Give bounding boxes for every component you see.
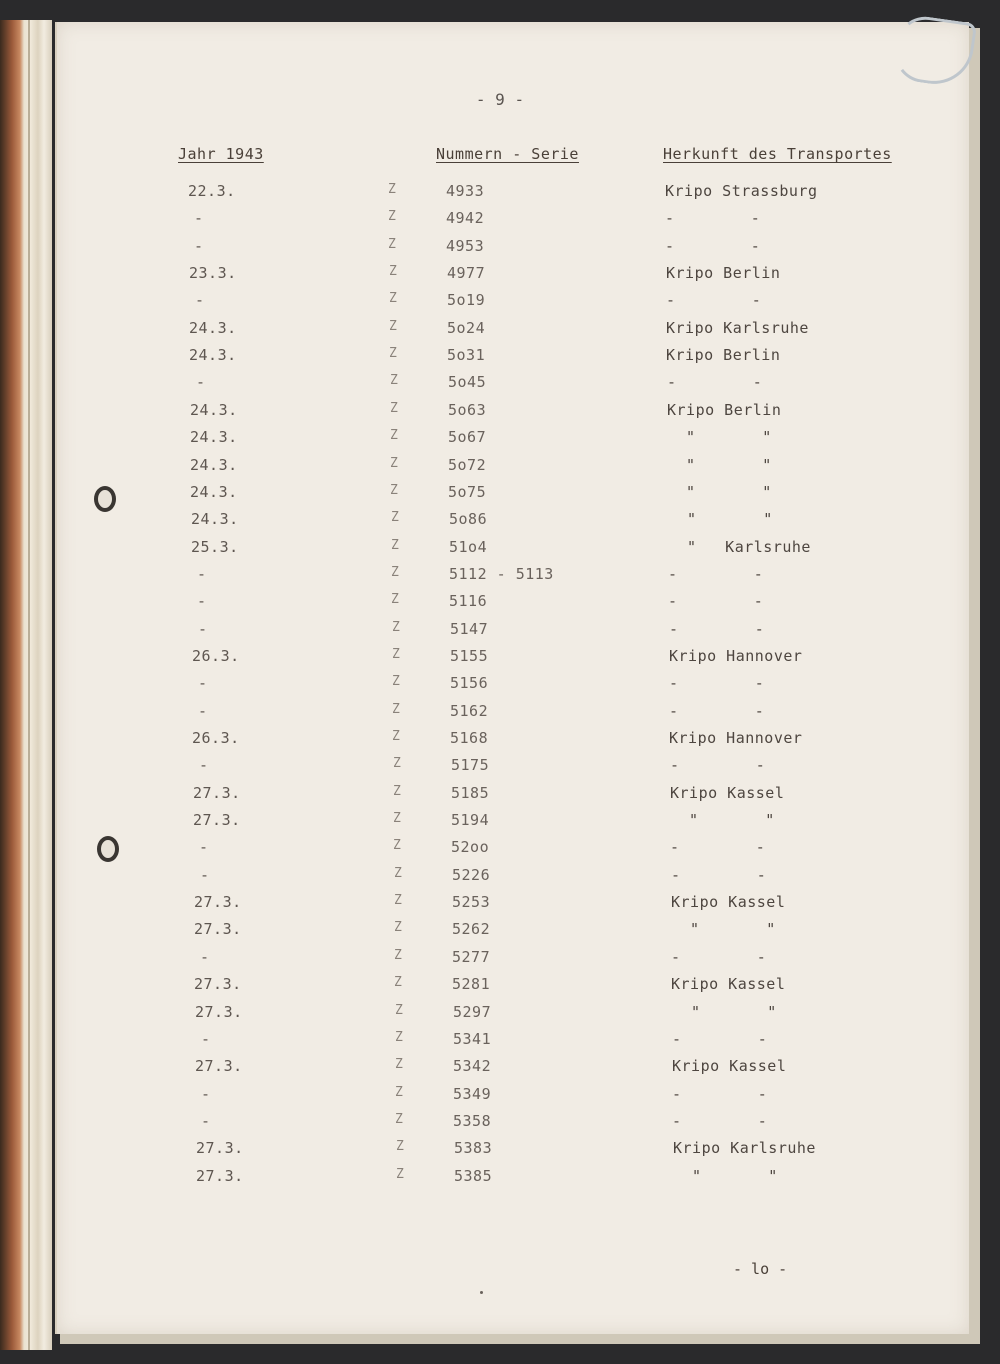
row-number: 5116 <box>449 592 488 610</box>
row-origin: Kripo Hannover <box>669 647 803 665</box>
row-date: - <box>197 565 207 583</box>
table-row <box>0 456 1000 483</box>
row-number: 4942 <box>446 209 485 227</box>
row-number: 5281 <box>452 975 491 993</box>
row-origin: Kripo Kassel <box>671 975 786 993</box>
row-origin: - - <box>666 291 762 309</box>
row-origin: Kripo Karlsruhe <box>666 319 809 337</box>
row-origin: - - <box>670 756 766 774</box>
row-number: 5o45 <box>448 373 487 391</box>
row-date: 24.3. <box>191 510 239 528</box>
row-date: 27.3. <box>194 920 242 938</box>
row-date: 23.3. <box>189 264 237 282</box>
row-number: 5342 <box>453 1057 492 1075</box>
row-series-letter: Z <box>393 756 402 771</box>
row-date: 25.3. <box>191 538 239 556</box>
row-date: 22.3. <box>188 182 236 200</box>
row-number: 5o24 <box>447 319 486 337</box>
row-series-letter: Z <box>395 1085 404 1100</box>
row-origin: " " <box>667 483 772 501</box>
row-number: 5o31 <box>447 346 486 364</box>
table-row <box>0 1139 1000 1166</box>
row-series-letter: Z <box>390 401 399 416</box>
table-row <box>0 811 1000 838</box>
row-number: 5o67 <box>448 428 487 446</box>
row-number: 5253 <box>452 893 491 911</box>
row-series-letter: Z <box>391 510 400 525</box>
row-date: - <box>201 1112 211 1130</box>
row-date: - <box>199 756 209 774</box>
row-date: 24.3. <box>189 319 237 337</box>
row-date: 24.3. <box>190 401 238 419</box>
row-origin: " " <box>671 920 776 938</box>
row-origin: " " <box>667 456 772 474</box>
row-origin: " " <box>667 428 772 446</box>
table-row <box>0 182 1000 209</box>
row-series-letter: Z <box>393 784 402 799</box>
row-number: 5112 - 5113 <box>449 565 554 583</box>
row-origin: Kripo Karlsruhe <box>673 1139 816 1157</box>
row-series-letter: Z <box>395 1057 404 1072</box>
table-row <box>0 702 1000 729</box>
row-date: 27.3. <box>196 1167 244 1185</box>
row-date: 27.3. <box>193 811 241 829</box>
row-series-letter: Z <box>392 620 401 635</box>
row-origin: " " <box>672 1003 777 1021</box>
row-series-letter: Z <box>396 1139 405 1154</box>
row-origin: - - <box>669 674 765 692</box>
row-series-letter: Z <box>395 1112 404 1127</box>
row-number: 4953 <box>446 237 485 255</box>
row-date: - <box>201 1085 211 1103</box>
row-origin: - - <box>672 1085 768 1103</box>
row-date: - <box>198 620 208 638</box>
row-number: 5297 <box>453 1003 492 1021</box>
row-origin: Kripo Strassburg <box>665 182 818 200</box>
row-date: 24.3. <box>190 456 238 474</box>
table-row <box>0 1167 1000 1194</box>
table-row <box>0 264 1000 291</box>
row-number: 5o72 <box>448 456 487 474</box>
table-row <box>0 1003 1000 1030</box>
row-origin: - - <box>672 1112 768 1130</box>
table-row <box>0 1030 1000 1057</box>
row-origin: - - <box>667 373 763 391</box>
row-series-letter: Z <box>391 538 400 553</box>
table-row <box>0 893 1000 920</box>
table-row <box>0 620 1000 647</box>
row-number: 5277 <box>452 948 491 966</box>
row-number: 5156 <box>450 674 489 692</box>
row-date: - <box>198 702 208 720</box>
row-origin: - - <box>665 209 761 227</box>
row-series-letter: Z <box>390 428 399 443</box>
table-row <box>0 948 1000 975</box>
row-origin: - - <box>671 866 767 884</box>
table-row <box>0 729 1000 756</box>
row-origin: Kripo Kassel <box>671 893 786 911</box>
row-number: 5155 <box>450 647 489 665</box>
row-series-letter: Z <box>391 565 400 580</box>
table-row <box>0 647 1000 674</box>
row-origin: " " <box>668 510 773 528</box>
row-date: 24.3. <box>189 346 237 364</box>
row-date: - <box>200 948 210 966</box>
table-row <box>0 346 1000 373</box>
header-herkunft: Herkunft des Transportes <box>663 145 892 163</box>
table-row <box>0 838 1000 865</box>
row-series-letter: Z <box>390 483 399 498</box>
row-origin: - - <box>669 620 765 638</box>
row-number: 5226 <box>452 866 491 884</box>
row-number: 51o4 <box>449 538 488 556</box>
row-series-letter: Z <box>389 291 398 306</box>
next-page-marker: - lo - <box>733 1260 788 1278</box>
row-series-letter: Z <box>389 346 398 361</box>
row-date: - <box>195 291 205 309</box>
table-row <box>0 674 1000 701</box>
row-number: 5262 <box>452 920 491 938</box>
row-number: 4933 <box>446 182 485 200</box>
row-series-letter: Z <box>391 592 400 607</box>
row-series-letter: Z <box>388 209 397 224</box>
row-date: - <box>194 209 204 227</box>
table-row <box>0 291 1000 318</box>
table-row <box>0 1085 1000 1112</box>
row-number: 5383 <box>454 1139 493 1157</box>
row-series-letter: Z <box>388 182 397 197</box>
row-origin: Kripo Berlin <box>666 264 781 282</box>
row-date: 26.3. <box>192 647 240 665</box>
row-number: 5175 <box>451 756 490 774</box>
row-number: 5194 <box>451 811 490 829</box>
row-origin: " " <box>670 811 775 829</box>
row-number: 5349 <box>453 1085 492 1103</box>
row-series-letter: Z <box>388 237 397 252</box>
row-number: 5o75 <box>448 483 487 501</box>
row-origin: Kripo Kassel <box>670 784 785 802</box>
row-series-letter: Z <box>393 838 402 853</box>
stray-dot <box>480 1291 483 1294</box>
row-origin: Kripo Kassel <box>672 1057 787 1075</box>
row-date: - <box>196 373 206 391</box>
page-number: - 9 - <box>475 90 525 109</box>
row-origin: Kripo Hannover <box>669 729 803 747</box>
row-number: 5o86 <box>449 510 488 528</box>
row-number: 5385 <box>454 1167 493 1185</box>
row-series-letter: Z <box>392 702 401 717</box>
table-row <box>0 975 1000 1002</box>
row-date: - <box>199 838 209 856</box>
table-row <box>0 373 1000 400</box>
header-jahr: Jahr 1943 <box>178 145 264 163</box>
row-series-letter: Z <box>394 948 403 963</box>
row-origin: " " <box>673 1167 778 1185</box>
row-origin: - - <box>670 838 766 856</box>
row-series-letter: Z <box>394 920 403 935</box>
table-row <box>0 538 1000 565</box>
table-row <box>0 565 1000 592</box>
row-date: 27.3. <box>193 784 241 802</box>
table-row <box>0 401 1000 428</box>
row-number: 5341 <box>453 1030 492 1048</box>
row-number: 5185 <box>451 784 490 802</box>
row-number: 52oo <box>451 838 490 856</box>
table-row <box>0 866 1000 893</box>
row-series-letter: Z <box>390 456 399 471</box>
row-number: 5168 <box>450 729 489 747</box>
row-origin: - - <box>669 702 765 720</box>
row-origin: " Karlsruhe <box>668 538 811 556</box>
row-series-letter: Z <box>393 811 402 826</box>
row-series-letter: Z <box>392 674 401 689</box>
row-series-letter: Z <box>394 866 403 881</box>
row-number: 5o63 <box>448 401 487 419</box>
row-origin: - - <box>665 237 761 255</box>
row-origin: - - <box>668 592 764 610</box>
table-row <box>0 1057 1000 1084</box>
row-date: 24.3. <box>190 483 238 501</box>
row-origin: - - <box>668 565 764 583</box>
row-date: 27.3. <box>196 1139 244 1157</box>
row-origin: - - <box>672 1030 768 1048</box>
row-date: - <box>194 237 204 255</box>
row-series-letter: Z <box>389 264 398 279</box>
row-date: 27.3. <box>195 1003 243 1021</box>
row-series-letter: Z <box>396 1167 405 1182</box>
row-origin: Kripo Berlin <box>666 346 781 364</box>
row-number: 4977 <box>447 264 486 282</box>
row-date: 24.3. <box>190 428 238 446</box>
row-series-letter: Z <box>390 373 399 388</box>
row-number: 5162 <box>450 702 489 720</box>
table-row <box>0 483 1000 510</box>
row-series-letter: Z <box>395 1030 404 1045</box>
table-row <box>0 510 1000 537</box>
row-date: - <box>197 592 207 610</box>
table-row <box>0 319 1000 346</box>
table-row <box>0 237 1000 264</box>
row-series-letter: Z <box>392 647 401 662</box>
row-origin: - - <box>671 948 767 966</box>
table-row <box>0 428 1000 455</box>
table-row <box>0 756 1000 783</box>
table-row <box>0 920 1000 947</box>
table-row <box>0 1112 1000 1139</box>
header-nummern-serie: Nummern - Serie <box>436 145 579 163</box>
row-date: - <box>201 1030 211 1048</box>
row-date: 27.3. <box>195 1057 243 1075</box>
row-series-letter: Z <box>395 1003 404 1018</box>
row-origin: Kripo Berlin <box>667 401 782 419</box>
row-number: 5o19 <box>447 291 486 309</box>
row-series-letter: Z <box>392 729 401 744</box>
row-series-letter: Z <box>389 319 398 334</box>
row-date: 27.3. <box>194 975 242 993</box>
row-date: 27.3. <box>194 893 242 911</box>
row-date: 26.3. <box>192 729 240 747</box>
row-series-letter: Z <box>394 893 403 908</box>
table-row <box>0 209 1000 236</box>
table-row <box>0 784 1000 811</box>
row-number: 5358 <box>453 1112 492 1130</box>
row-date: - <box>198 674 208 692</box>
row-date: - <box>200 866 210 884</box>
row-number: 5147 <box>450 620 489 638</box>
row-series-letter: Z <box>394 975 403 990</box>
table-row <box>0 592 1000 619</box>
